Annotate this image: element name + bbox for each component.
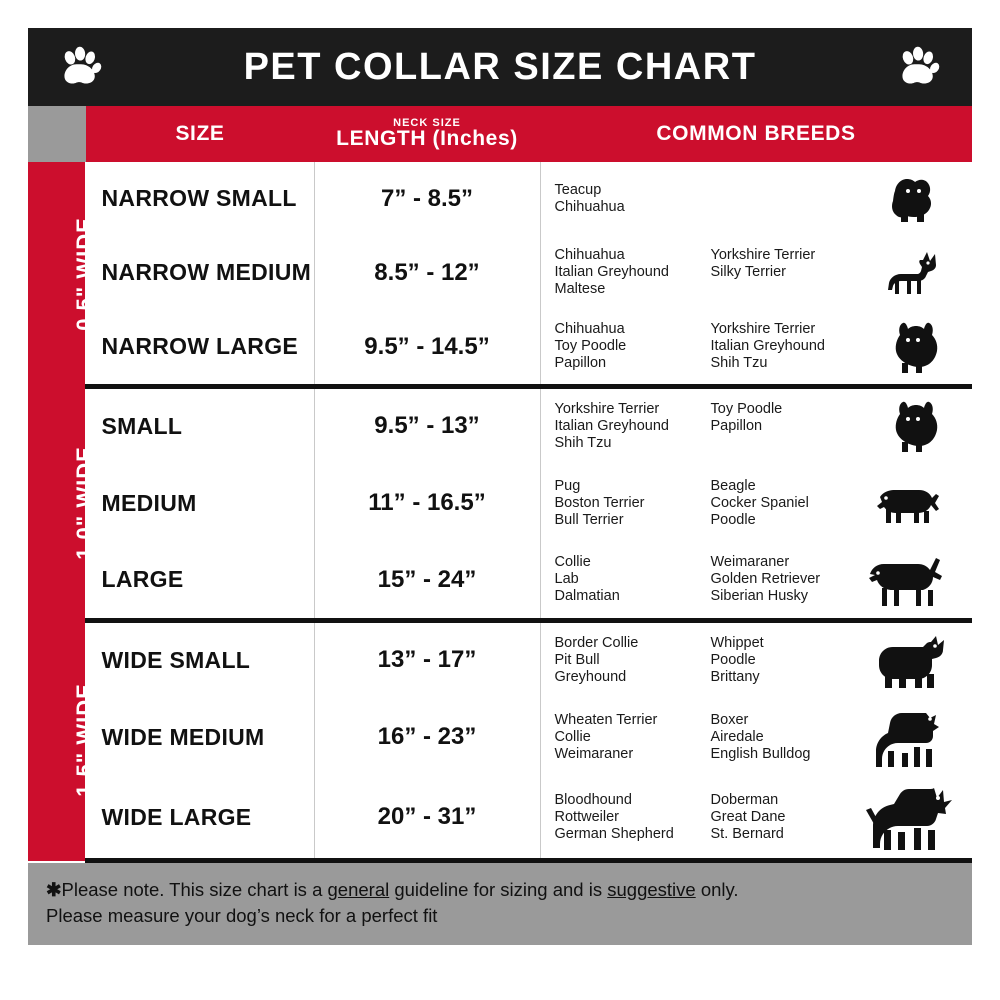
length-value: 13” - 17” <box>314 620 540 698</box>
breeds-cell <box>540 235 972 310</box>
breed-item: Cocker Spaniel <box>710 494 809 511</box>
breed-item: Italian Greyhound <box>554 264 669 280</box>
header-blank-cell <box>28 106 86 162</box>
pitbull-icon <box>858 632 966 688</box>
size-label: WIDE SMALL <box>86 620 314 698</box>
breed-item: Lab <box>554 571 579 588</box>
length-value: 7” - 8.5” <box>314 162 540 235</box>
breed-item: Dalmatian <box>554 588 620 605</box>
breed-column-1 <box>555 554 701 605</box>
breed-column-1 <box>555 635 701 686</box>
size-label: WIDE MEDIUM <box>86 698 314 776</box>
breed-item: Chihuahua <box>554 321 625 338</box>
papillon-icon <box>858 400 966 452</box>
breed-column-1 <box>555 478 701 529</box>
footer-text-b: guideline for sizing and is <box>389 879 608 900</box>
length-value: 11” - 16.5” <box>314 464 540 542</box>
breed-column-2 <box>711 401 857 452</box>
size-label: NARROW SMALL <box>86 162 314 235</box>
breed-column-2 <box>711 712 857 763</box>
page-title: PET COLLAR SIZE CHART <box>243 45 757 88</box>
breed-item: Yorkshire Terrier <box>554 400 660 417</box>
footer-emphasis-general: general <box>327 879 390 900</box>
breed-column-2 <box>711 792 857 843</box>
table-row <box>28 698 972 776</box>
breed-column-2 <box>711 247 857 298</box>
breed-item: Poodle <box>710 511 756 528</box>
footer-note <box>28 863 972 945</box>
breed-item: Yorkshire Terrier <box>710 247 816 263</box>
breed-column-2 <box>711 554 857 605</box>
header-length-main: LENGTH (Inches) <box>336 127 518 150</box>
breed-item: Golden Retriever <box>710 571 821 588</box>
breed-column-1 <box>555 247 701 298</box>
breed-item: Shih Tzu <box>554 434 612 451</box>
breed-item: Toy Poodle <box>710 400 783 417</box>
breed-item: Doberman <box>710 791 779 808</box>
breed-item: Whippet <box>710 634 764 651</box>
footer-text-c: only. <box>695 879 739 900</box>
length-value: 16” - 23” <box>314 698 540 776</box>
breed-item: English Bulldog <box>710 745 811 762</box>
breeds-cell <box>540 464 972 542</box>
footer-text-a: Please note. This size chart is a <box>61 879 328 900</box>
breed-item: German Shepherd <box>554 825 674 842</box>
width-band-label: 0.5" WIDE <box>71 217 97 331</box>
size-label: NARROW MEDIUM <box>86 235 314 310</box>
breed-item: Wheaten Terrier <box>554 711 658 728</box>
breed-item: Shih Tzu <box>710 355 768 372</box>
header-breeds: COMMON BREEDS <box>540 106 972 162</box>
breed-item: Rottweiler <box>554 808 619 825</box>
size-label: MEDIUM <box>86 464 314 542</box>
header-size: SIZE <box>86 106 314 162</box>
breed-item: Airedale <box>710 728 764 745</box>
length-value: 9.5” - 13” <box>314 386 540 464</box>
table-header-row <box>28 106 972 162</box>
table-row <box>28 386 972 464</box>
breed-item: Papillon <box>554 355 607 372</box>
breed-column-2 <box>711 478 857 529</box>
breed-column-1 <box>555 321 701 372</box>
breed-item: Beagle <box>710 477 756 494</box>
table-row <box>28 542 972 620</box>
breed-item: Bull Terrier <box>554 511 624 528</box>
footer-line-1 <box>46 877 954 903</box>
asterisk-icon: ✱ <box>46 879 62 900</box>
table-row <box>28 464 972 542</box>
width-band-label: 1.5" WIDE <box>71 683 97 798</box>
width-band-label: 1.0" WIDE <box>71 446 97 560</box>
breed-item: Collie <box>554 554 591 571</box>
breed-item: Italian Greyhound <box>554 417 669 434</box>
breed-item: Pug <box>554 477 581 494</box>
breed-column-1 <box>555 792 701 843</box>
breed-item: Bloodhound <box>554 791 632 808</box>
small-fluffy-dog-icon <box>858 175 966 223</box>
breed-item: Papillon <box>710 417 763 434</box>
breed-item: Chihuahua <box>554 247 625 263</box>
footer-line-2: Please measure your dog’s neck for a perfect fit <box>46 905 438 926</box>
breed-column-2 <box>711 182 857 216</box>
length-value: 15” - 24” <box>314 542 540 620</box>
breeds-cell <box>540 776 972 861</box>
chihuahua-icon <box>858 250 966 296</box>
breed-item: Siberian Husky <box>710 588 809 605</box>
size-table <box>28 106 972 863</box>
breed-item: Pit Bull <box>554 651 600 668</box>
breed-column-2 <box>711 321 857 372</box>
breeds-cell <box>540 310 972 386</box>
breed-column-2 <box>711 635 857 686</box>
breed-column-1 <box>555 401 701 452</box>
breed-item: Great Dane <box>710 808 786 825</box>
papillon-icon <box>858 321 966 373</box>
size-label: SMALL <box>86 386 314 464</box>
breed-item: Collie <box>554 728 591 745</box>
paw-icon <box>58 44 104 90</box>
breed-item: Greyhound <box>554 668 627 685</box>
breed-column-1 <box>555 182 701 216</box>
breeds-cell <box>540 698 972 776</box>
breed-item: Toy Poodle <box>554 338 627 355</box>
paw-icon <box>896 44 942 90</box>
breed-item: Weimaraner <box>710 554 790 571</box>
table-row <box>28 235 972 310</box>
breed-column-1 <box>555 712 701 763</box>
footer-emphasis-suggestive: suggestive <box>607 879 696 900</box>
doberman-icon <box>858 784 966 850</box>
breed-item: Brittany <box>710 668 760 685</box>
breed-item: St. Bernard <box>710 825 784 842</box>
breeds-cell <box>540 162 972 235</box>
breeds-cell <box>540 620 972 698</box>
chart-header <box>28 28 972 106</box>
header-length <box>314 106 540 162</box>
size-label: LARGE <box>86 542 314 620</box>
length-value: 8.5” - 12” <box>314 235 540 310</box>
breed-item: Teacup <box>554 181 602 198</box>
length-value: 20” - 31” <box>314 776 540 861</box>
table-row <box>28 310 972 386</box>
breed-item: Border Collie <box>554 634 639 651</box>
breed-item: Silky Terrier <box>710 264 786 280</box>
breed-item: Maltese <box>554 281 606 297</box>
width-band-1-5 <box>28 620 97 861</box>
table-row <box>28 162 972 235</box>
boxer-icon <box>858 707 966 767</box>
breed-item: Yorkshire Terrier <box>710 321 816 338</box>
breeds-cell <box>540 386 972 464</box>
breed-item: Italian Greyhound <box>710 338 825 355</box>
size-label: WIDE LARGE <box>86 776 314 861</box>
breed-item: Poodle <box>710 651 756 668</box>
breed-item: Boxer <box>710 711 749 728</box>
table-row <box>28 620 972 698</box>
breed-item: Weimaraner <box>554 745 634 762</box>
size-label: NARROW LARGE <box>86 310 314 386</box>
length-value: 9.5” - 14.5” <box>314 310 540 386</box>
breed-item: Chihuahua <box>554 198 625 215</box>
labrador-icon <box>858 552 966 608</box>
breed-item: Boston Terrier <box>554 494 645 511</box>
beagle-icon <box>858 481 966 525</box>
breeds-cell <box>540 542 972 620</box>
table-row <box>28 776 972 861</box>
header-length-sub: NECK SIZE <box>393 117 461 129</box>
width-band-0-5 <box>28 162 97 386</box>
width-band-1-0 <box>28 386 97 620</box>
